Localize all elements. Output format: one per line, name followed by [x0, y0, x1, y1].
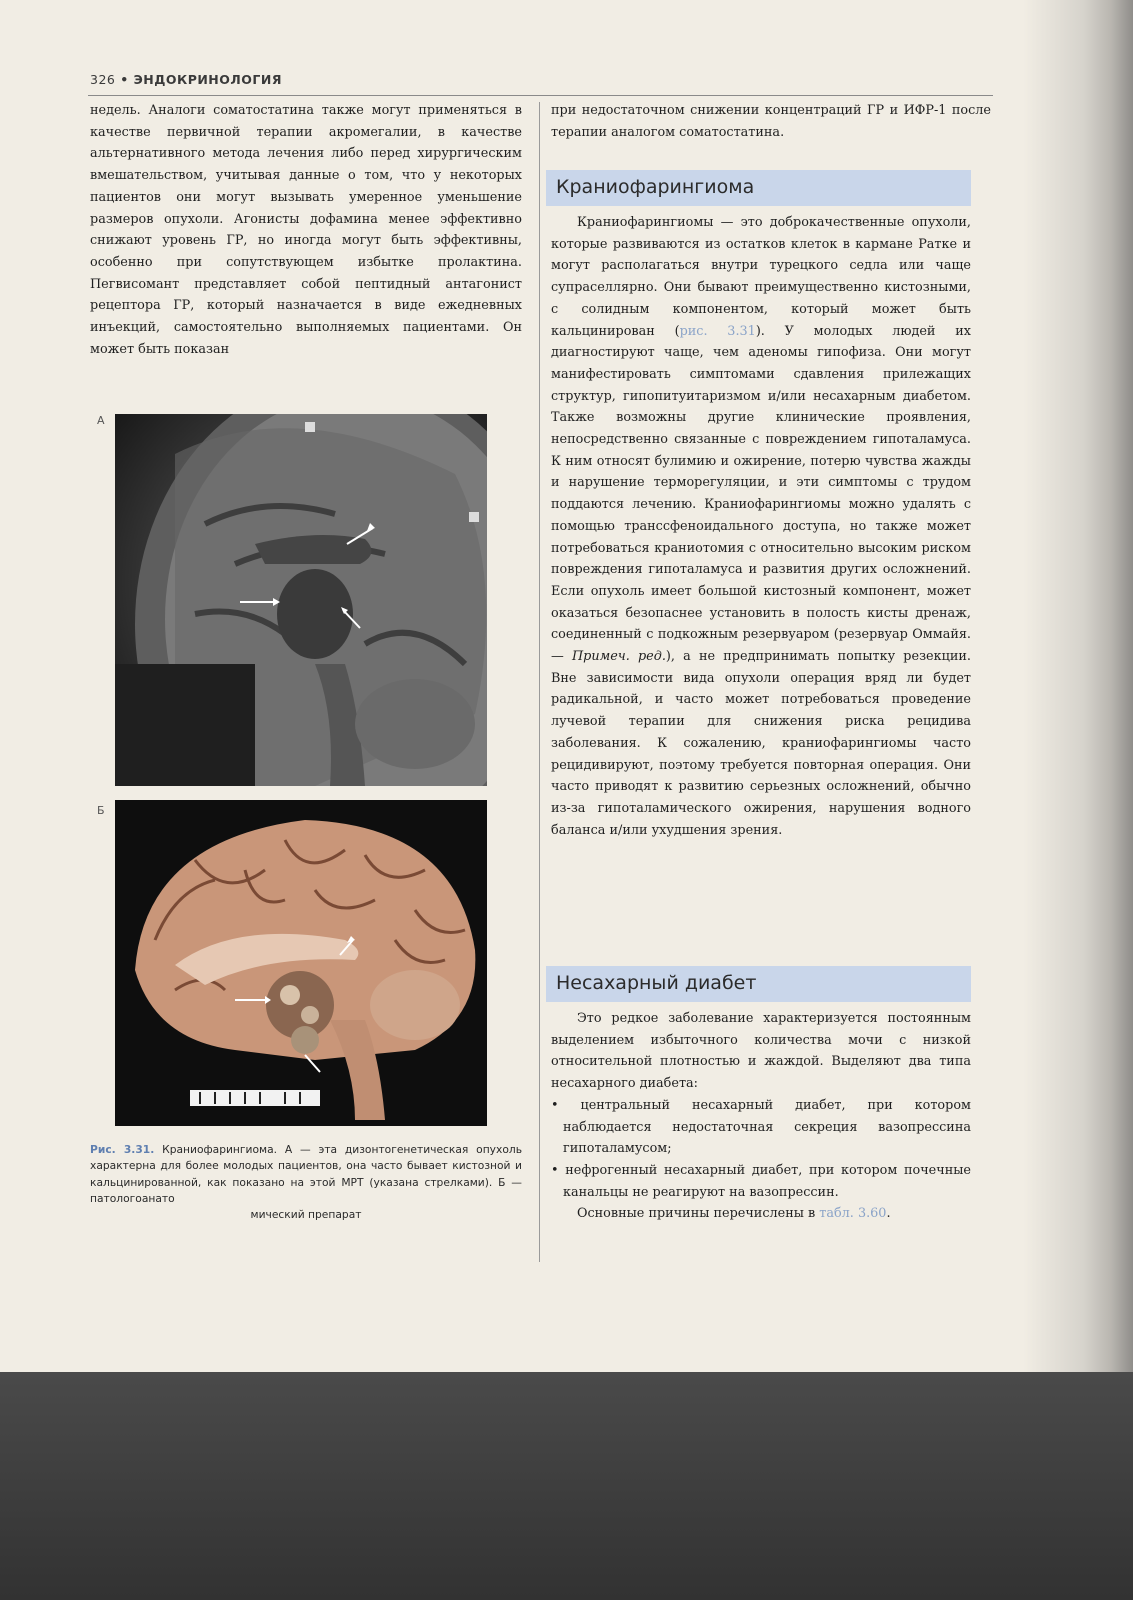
- para1-start: Краниофарингиомы — это доброкачественные опухоли, которые развиваются из остатков клеток в кармане Ратке и могут располагаться внутри турецкого седла или чаще супраселлярно. Они бывают преимущественно кистозными, с солидным компонентом, который может быть кальцинирован (: [551, 215, 971, 339]
- figure-label-b: Б: [97, 804, 105, 817]
- left-column-text: [90, 100, 522, 360]
- figure-caption: [90, 1142, 522, 1223]
- specimen-photo: [115, 800, 487, 1126]
- page-gutter-shadow: [1023, 0, 1133, 1372]
- editor-note: Примеч. ред.: [571, 649, 666, 665]
- para3-end: .: [886, 1206, 891, 1222]
- craniopharyngioma-paragraph: [551, 212, 971, 841]
- continuation-paragraph: при недостаточном снижении концентраций ГР и ИФР-1 после терапии аналогом соматостатина.: [551, 103, 991, 140]
- caption-figure-number: Рис. 3.31.: [90, 1143, 155, 1156]
- caption-end: мический препарат: [250, 1208, 362, 1222]
- caption-text: Краниофарингиома. А — эта дизонтогенетическая опухоль характерна для более молодых пациентов, она часто бывает кистозной и кальцинированной, как показано на этой МРТ (указана стрелками). Б — патологоанато: [90, 1143, 522, 1205]
- mri-drawing: [115, 414, 487, 786]
- bullet-nephrogenic: • нефрогенный несахарный диабет, при котором почечные канальцы не реагируют на вазопрессин.: [551, 1162, 971, 1200]
- header-rule: [88, 95, 993, 96]
- running-header: [90, 72, 282, 87]
- right-column-continuation: [551, 100, 991, 143]
- para1-end: ), а не предпринимать попытку резекции. Вне зависимости вида опухоли операция вряд ли будет радикальной, и часто может потребоваться проведение лучевой терапии для снижения риска рецидива заболевания. К сожалению, краниофарингиомы часто рецидивируют, поэтому требуется повторная операция. Они часто приводят к развитию серьезных осложнений, обычно из-за гипоталамического ожирения, нарушения водного баланса и/или ухудшения зрения.: [551, 649, 971, 838]
- heading-diabetes-insipidus: Несахарный диабет: [546, 966, 971, 1002]
- diabetes-insipidus-text: [551, 1008, 971, 1225]
- page-number: 326: [90, 72, 116, 87]
- para3-start: Основные причины перечислены в: [577, 1206, 820, 1222]
- specimen-drawing: [115, 800, 487, 1126]
- para1-mid: ). У молодых людей их диагностируют чаще, чем аденомы гипофиза. Они могут манифестировать симптомами сдавления прилежащих структур, гипопитуитаризмом и/или несахарным диабетом. Также возможны другие клинические проявления, непосредственно связанные с повреждением гипоталамуса. К ним относят булимию и ожирение, потерю чувства жажды и нарушение терморегуляции, и эти симптомы с трудом поддаются лечению. Краниофарингиомы можно удалять с помощью транссфеноидального доступа, но также может потребоваться краниотомия с относительно высоким риском повреждения гипоталамуса и развития других осложнений. Если опухоль имеет большой кистозный компонент, может оказаться безопаснее установить в полость кисты дренаж, соединенный с подкожным резервуаром (резервуар Оммайя. —: [551, 323, 971, 665]
- bullet-central: • центральный несахарный диабет, при котором наблюдается недостаточная секреция вазопрессина гипоталамусом;: [551, 1097, 971, 1157]
- header-section: ЭНДОКРИНОЛОГИЯ: [133, 72, 282, 87]
- heading-craniopharyngioma: Краниофарингиома: [546, 170, 971, 206]
- causes-paragraph: [551, 1203, 971, 1225]
- header-separator: •: [120, 72, 129, 87]
- figure-reference-link: рис. 3.31: [679, 323, 756, 339]
- diabetes-paragraph: Это редкое заболевание характеризуется постоянным выделением избыточного количества мочи с низкой относительной плотностью и жаждой. Выделяют два типа несахарного диабета:: [551, 1011, 971, 1092]
- column-divider: [539, 102, 540, 1262]
- figure-label-a: А: [97, 414, 105, 427]
- craniopharyngioma-text: [551, 212, 971, 841]
- scanner-background: [0, 1372, 1133, 1600]
- table-reference-link: табл. 3.60: [819, 1206, 887, 1222]
- mri-image: [115, 414, 487, 786]
- left-paragraph: недель. Аналоги соматостатина также могут применяться в качестве первичной терапии акромегалии, в качестве альтернативного метода лечения либо перед хирургическим вмешательством, учитывая данные о том, что у некоторых пациентов они могут вызывать умеренное уменьшение размеров опухоли. Агонисты дофамина менее эффективно снижают уровень ГР, но иногда могут быть эффективны, особенно при сопутствующем избытке пролактина. Пегвисомант представляет собой пептидный антагонист рецептора ГР, который назначается в виде ежедневных инъекций, самостоятельно выполняемых пациентами. Он может быть показан: [90, 103, 522, 357]
